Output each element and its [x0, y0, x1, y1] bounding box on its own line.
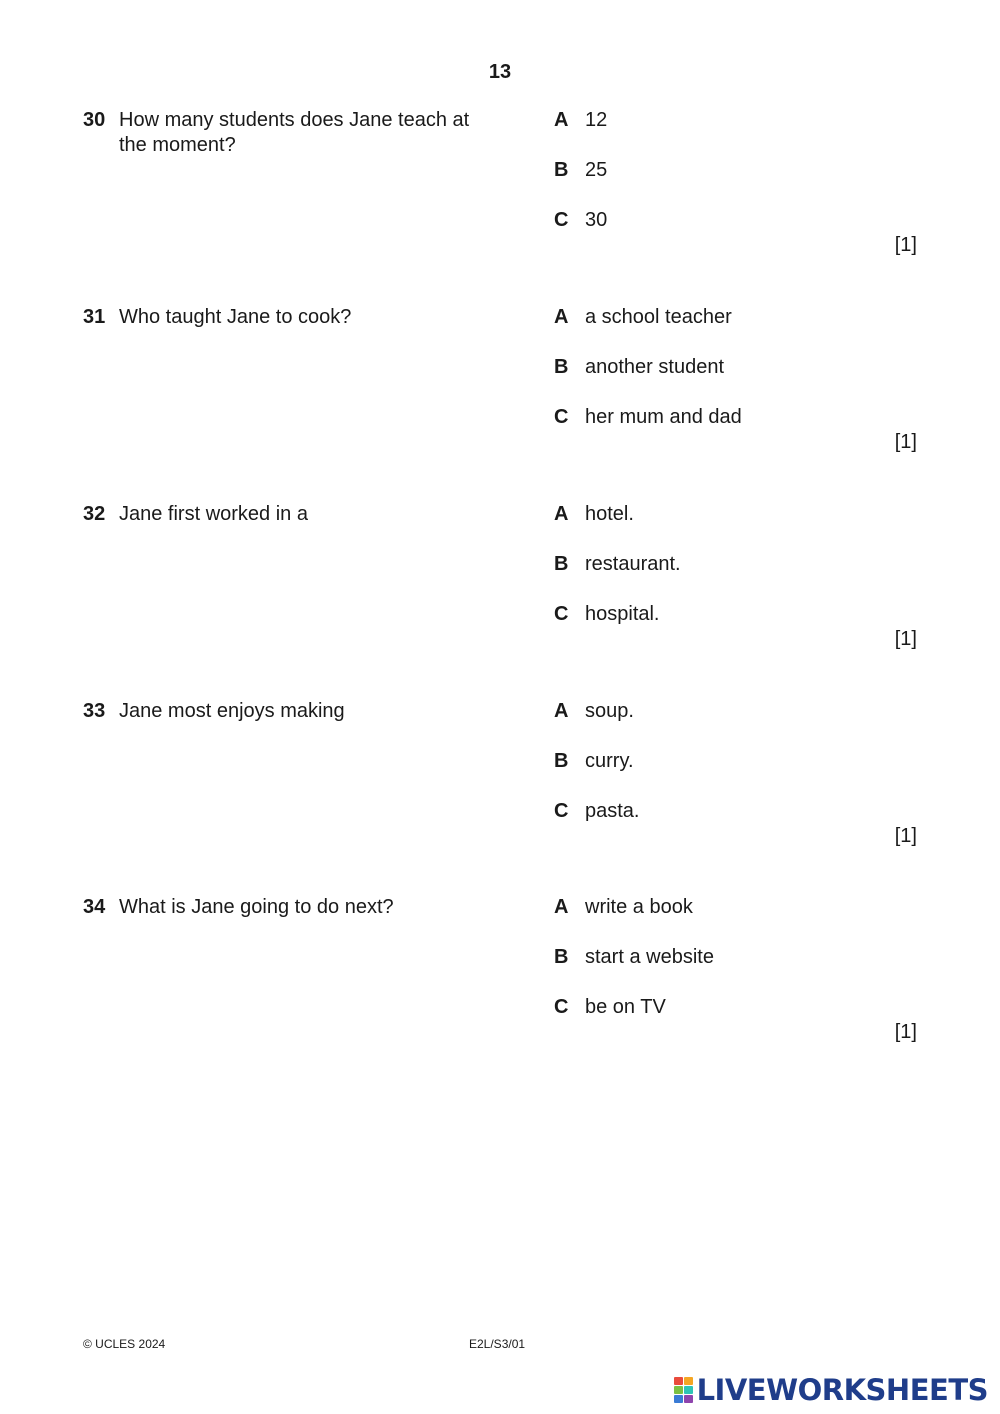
logo-block [674, 1386, 683, 1394]
question-number: 31 [83, 306, 106, 328]
question-number: 32 [83, 503, 106, 525]
footer-code: E2L/S3/01 [469, 1337, 526, 1351]
question-text: Jane most enjoys making [119, 700, 345, 722]
option-text: write a book [585, 896, 693, 918]
question-text: Who taught Jane to cook? [119, 306, 352, 328]
logo-text: LIVEWORKSHEETS [696, 1373, 988, 1407]
option-c[interactable] [0, 995, 1000, 1020]
option-text: start a website [585, 946, 714, 968]
option-text: her mum and dad [585, 406, 742, 428]
option-letter: B [554, 356, 569, 378]
option-letter: B [554, 159, 569, 181]
question-text: Jane first worked in a [119, 503, 308, 525]
option-text: pasta. [585, 800, 640, 822]
question-number: 30 [83, 109, 106, 131]
liveworksheets-logo [674, 1372, 988, 1408]
option-letter: A [554, 503, 569, 525]
logo-block [684, 1395, 693, 1403]
question-text: What is Jane going to do next? [119, 896, 394, 918]
marks-label: [1] [894, 1021, 917, 1043]
option-text: 30 [585, 209, 608, 231]
option-letter: C [554, 996, 569, 1018]
option-letter: C [554, 209, 569, 231]
logo-block [684, 1386, 693, 1394]
option-letter: C [554, 603, 569, 625]
option-text: be on TV [585, 996, 666, 1018]
option-b[interactable] [0, 945, 1000, 970]
option-text: 12 [585, 109, 608, 131]
option-c[interactable] [0, 602, 1000, 627]
logo-blocks-icon [674, 1377, 694, 1403]
option-a[interactable] [0, 895, 1000, 920]
question-number: 34 [83, 896, 106, 918]
marks-label: [1] [894, 431, 917, 453]
logo-block [674, 1395, 683, 1403]
option-text: hotel. [585, 503, 634, 525]
option-b[interactable] [0, 158, 1000, 183]
option-b[interactable] [0, 749, 1000, 774]
option-letter: C [554, 800, 569, 822]
question-number: 33 [83, 700, 106, 722]
option-letter: C [554, 406, 569, 428]
option-letter: B [554, 553, 569, 575]
option-letter: B [554, 946, 569, 968]
option-text: soup. [585, 700, 634, 722]
option-b[interactable] [0, 355, 1000, 380]
option-text: restaurant. [585, 553, 681, 575]
question-text: How many students does Jane teach at the moment? [119, 109, 470, 156]
logo-block [684, 1377, 693, 1385]
option-letter: B [554, 750, 569, 772]
option-letter: A [554, 306, 569, 328]
option-text: curry. [585, 750, 634, 772]
option-c[interactable] [0, 799, 1000, 824]
option-letter: A [554, 109, 569, 131]
option-a[interactable] [0, 502, 1000, 527]
option-text: a school teacher [585, 306, 732, 328]
option-a[interactable] [0, 305, 1000, 330]
option-c[interactable] [0, 405, 1000, 430]
option-a[interactable] [0, 699, 1000, 724]
option-c[interactable] [0, 208, 1000, 233]
option-text: 25 [585, 159, 608, 181]
option-letter: A [554, 896, 569, 918]
footer-copyright: © UCLES 2024 [83, 1337, 166, 1351]
option-text: hospital. [585, 603, 660, 625]
option-a[interactable] [0, 108, 1000, 133]
marks-label: [1] [894, 825, 917, 847]
page-number: 13 [488, 61, 512, 83]
marks-label: [1] [894, 234, 917, 256]
option-text: another student [585, 356, 724, 378]
logo-block [674, 1377, 683, 1385]
marks-label: [1] [894, 628, 917, 650]
option-letter: A [554, 700, 569, 722]
option-b[interactable] [0, 552, 1000, 577]
